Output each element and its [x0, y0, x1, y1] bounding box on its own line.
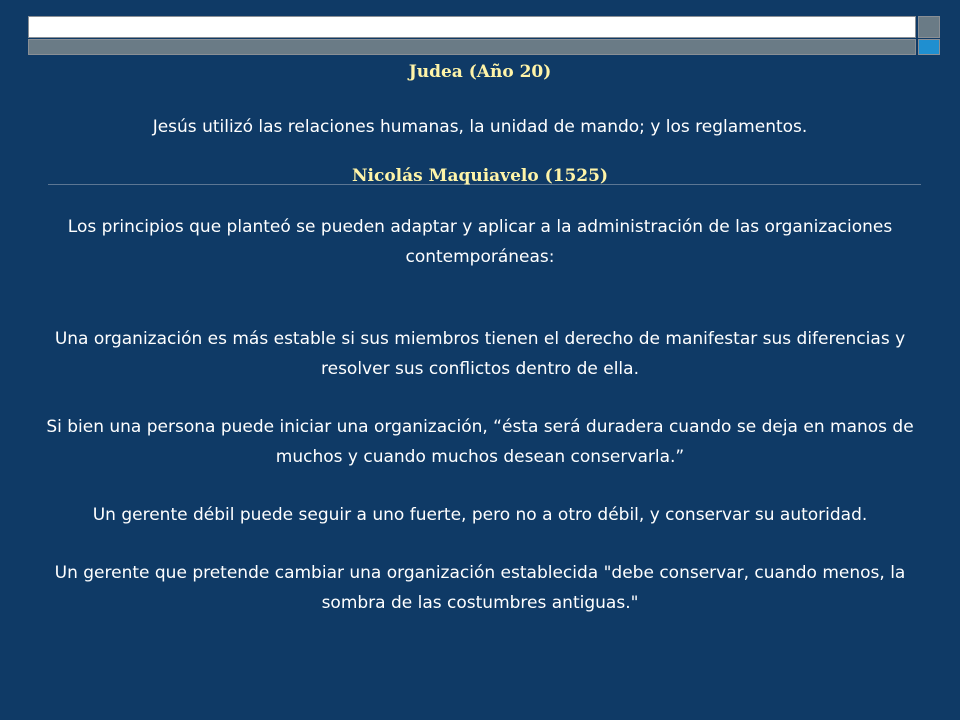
principle-item: Si bien una persona puede iniciar una organización, “ésta será duradera cuando se deja en manos de muchos y cuando muchos desean conservarla.” — [46, 417, 914, 467]
section-title-judea: Judea (Año 20) — [408, 62, 552, 82]
decorative-square-top — [918, 16, 940, 38]
slide-content — [20, 58, 940, 618]
principles-list — [20, 324, 940, 618]
section-intro-maquiavelo: Los principios que planteó se pueden adaptar y aplicar a la administración de las organizaciones contemporáneas: — [67, 217, 893, 267]
principle-item: Una organización es más estable si sus miembros tienen el derecho de manifestar sus diferencias y resolver sus conflictos dentro de ella. — [54, 329, 906, 379]
principle-item: Un gerente que pretende cambiar una organización establecida "debe conservar, cuando menos, la sombra de las costumbres antiguas." — [54, 563, 906, 613]
decorative-square-bottom — [918, 39, 940, 55]
section-title-maquiavelo: Nicolás Maquiavelo (1525) — [351, 166, 608, 186]
decorative-bar-bottom — [28, 39, 916, 55]
principle-item: Un gerente débil puede seguir a uno fuerte, pero no a otro débil, y conservar su autoridad. — [92, 505, 868, 525]
decorative-bar-top — [28, 16, 916, 38]
section-text-judea: Jesús utilizó las relaciones humanas, la unidad de mando; y los reglamentos. — [152, 117, 808, 137]
